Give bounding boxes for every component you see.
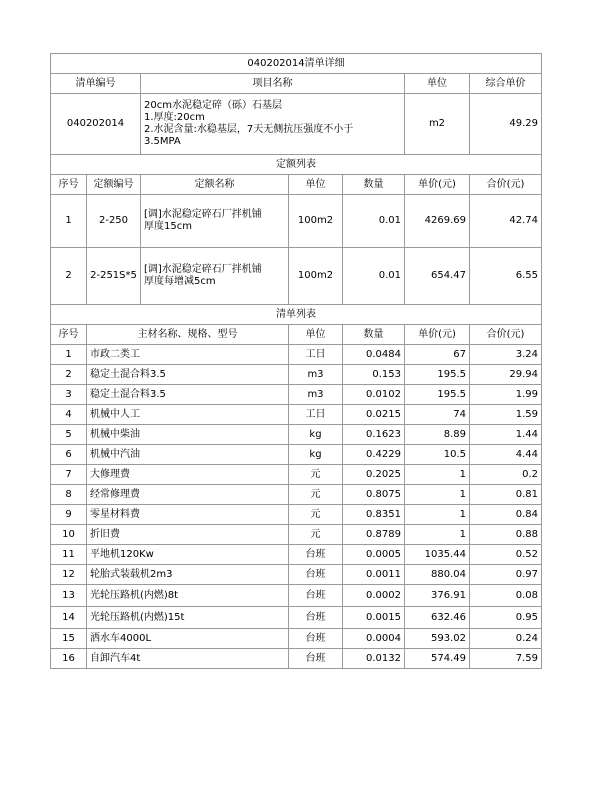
material-unit: 元 (289, 505, 343, 525)
material-qty-header: 数量 (343, 325, 405, 345)
quota-name-line: [调]水泥稳定碎石厂拌机铺 (144, 264, 262, 275)
material-name: 大修理费 (87, 465, 289, 485)
quota-no: 2 (51, 248, 87, 305)
quota-no: 1 (51, 195, 87, 248)
material-qty: 0.0015 (343, 607, 405, 629)
material-price: 593.02 (405, 629, 470, 649)
material-qty: 0.8075 (343, 485, 405, 505)
material-no: 12 (51, 565, 87, 585)
material-name: 市政二类工 (87, 345, 289, 365)
material-unit: kg (289, 425, 343, 445)
material-no: 1 (51, 345, 87, 365)
bill-name-line: 2.水泥含量:水稳基层，7天无侧抗压强度不小于 (144, 124, 354, 135)
material-unit: 台班 (289, 607, 343, 629)
material-qty: 0.0004 (343, 629, 405, 649)
bill-name (141, 94, 405, 155)
material-price: 67 (405, 345, 470, 365)
material-total: 0.88 (470, 525, 542, 545)
material-qty: 0.0132 (343, 649, 405, 669)
material-price: 10.5 (405, 445, 470, 465)
material-no: 7 (51, 465, 87, 485)
material-qty: 0.0102 (343, 385, 405, 405)
quota-row (51, 195, 542, 248)
material-name: 机械中汽油 (87, 445, 289, 465)
bill-unit-price: 49.29 (470, 94, 542, 155)
material-total: 0.84 (470, 505, 542, 525)
material-price: 1 (405, 505, 470, 525)
material-price: 1 (405, 485, 470, 505)
material-name: 机械中柴油 (87, 425, 289, 445)
material-total: 0.24 (470, 629, 542, 649)
material-row (51, 505, 542, 525)
material-rows (51, 345, 542, 669)
quota-unit-header: 单位 (289, 175, 343, 195)
material-unit: 台班 (289, 545, 343, 565)
material-qty: 0.1623 (343, 425, 405, 445)
quota-total: 42.74 (470, 195, 542, 248)
material-qty: 0.8351 (343, 505, 405, 525)
quota-section-title: 定额列表 (51, 155, 542, 175)
quota-name-header: 定额名称 (141, 175, 289, 195)
material-unit: 工日 (289, 345, 343, 365)
material-no: 4 (51, 405, 87, 425)
material-no: 6 (51, 445, 87, 465)
material-name: 经常修理费 (87, 485, 289, 505)
material-no: 13 (51, 585, 87, 607)
material-no: 11 (51, 545, 87, 565)
quota-name (141, 195, 289, 248)
quota-qty: 0.01 (343, 248, 405, 305)
material-no: 2 (51, 365, 87, 385)
material-total: 7.59 (470, 649, 542, 669)
material-price: 1 (405, 465, 470, 485)
material-total-header: 合价(元) (470, 325, 542, 345)
material-total: 0.95 (470, 607, 542, 629)
bill-unit-price-header: 综合单价 (470, 74, 542, 94)
material-unit: 台班 (289, 585, 343, 607)
bill-code-header: 清单编号 (51, 74, 141, 94)
material-price: 1035.44 (405, 545, 470, 565)
bill-name-line: 3.5MPA (144, 136, 181, 147)
quota-qty-header: 数量 (343, 175, 405, 195)
material-unit-header: 单位 (289, 325, 343, 345)
material-no: 14 (51, 607, 87, 629)
quota-name-line: 厚度15cm (144, 221, 192, 232)
material-section-title: 清单列表 (51, 305, 542, 325)
quota-name (141, 248, 289, 305)
material-unit: 台班 (289, 629, 343, 649)
quota-code-header: 定额编号 (87, 175, 141, 195)
material-name: 光轮压路机(内燃)15t (87, 607, 289, 629)
material-name: 稳定土混合料3.5 (87, 365, 289, 385)
material-unit: m3 (289, 365, 343, 385)
material-section-row (51, 305, 542, 325)
quota-price: 654.47 (405, 248, 470, 305)
material-name: 折旧费 (87, 525, 289, 545)
material-total: 1.44 (470, 425, 542, 445)
material-row (51, 525, 542, 545)
table-title: 040202014清单详细 (51, 54, 542, 74)
bill-name-line: 20cm水泥稳定碎（砾）石基层 (144, 100, 282, 111)
material-unit: 台班 (289, 565, 343, 585)
material-total: 0.97 (470, 565, 542, 585)
material-total: 29.94 (470, 365, 542, 385)
bill-unit: m2 (405, 94, 470, 155)
bill-code: 040202014 (51, 94, 141, 155)
material-no: 9 (51, 505, 87, 525)
material-price: 376.91 (405, 585, 470, 607)
material-qty: 0.0484 (343, 345, 405, 365)
quota-price-header: 单价(元) (405, 175, 470, 195)
material-price-header: 单价(元) (405, 325, 470, 345)
material-total: 3.24 (470, 345, 542, 365)
material-row (51, 365, 542, 385)
material-price: 1 (405, 525, 470, 545)
material-qty: 0.0002 (343, 585, 405, 607)
material-price: 195.5 (405, 385, 470, 405)
material-qty: 0.4229 (343, 445, 405, 465)
bill-unit-header: 单位 (405, 74, 470, 94)
material-qty: 0.2025 (343, 465, 405, 485)
material-name: 光轮压路机(内燃)8t (87, 585, 289, 607)
quota-total: 6.55 (470, 248, 542, 305)
material-unit: m3 (289, 385, 343, 405)
material-no: 8 (51, 485, 87, 505)
bill-row (51, 94, 542, 155)
material-row (51, 545, 542, 565)
bill-name-line: 1.厚度:20cm (144, 112, 205, 123)
material-no: 16 (51, 649, 87, 669)
quota-code: 2-251S*5 (87, 248, 141, 305)
material-row (51, 465, 542, 485)
material-row (51, 565, 542, 585)
material-price: 574.49 (405, 649, 470, 669)
title-row (51, 54, 542, 74)
material-qty: 0.8789 (343, 525, 405, 545)
material-no: 5 (51, 425, 87, 445)
material-total: 4.44 (470, 445, 542, 465)
bill-name-header: 项目名称 (141, 74, 405, 94)
quota-no-header: 序号 (51, 175, 87, 195)
material-no: 15 (51, 629, 87, 649)
quota-total-header: 合价(元) (470, 175, 542, 195)
material-row (51, 425, 542, 445)
material-no: 10 (51, 525, 87, 545)
material-row (51, 345, 542, 365)
quota-qty: 0.01 (343, 195, 405, 248)
material-qty: 0.0011 (343, 565, 405, 585)
material-name: 稳定土混合料3.5 (87, 385, 289, 405)
material-name: 自卸汽车4t (87, 649, 289, 669)
material-price: 8.89 (405, 425, 470, 445)
material-price: 632.46 (405, 607, 470, 629)
quota-code: 2-250 (87, 195, 141, 248)
material-qty: 0.0215 (343, 405, 405, 425)
material-unit: 元 (289, 525, 343, 545)
quota-header-row (51, 175, 542, 195)
material-name-header: 主材名称、规格、型号 (87, 325, 289, 345)
material-name: 机械中人工 (87, 405, 289, 425)
quota-name-line: [调]水泥稳定碎石厂拌机铺 (144, 209, 262, 220)
material-name: 轮胎式装载机2m3 (87, 565, 289, 585)
material-price: 880.04 (405, 565, 470, 585)
quota-row (51, 248, 542, 305)
material-qty: 0.153 (343, 365, 405, 385)
material-qty: 0.0005 (343, 545, 405, 565)
material-price: 74 (405, 405, 470, 425)
bill-detail-table (50, 53, 542, 669)
material-total: 1.59 (470, 405, 542, 425)
material-name: 洒水车4000L (87, 629, 289, 649)
material-header-row (51, 325, 542, 345)
material-total: 0.81 (470, 485, 542, 505)
material-row (51, 385, 542, 405)
material-price: 195.5 (405, 365, 470, 385)
material-no: 3 (51, 385, 87, 405)
material-total: 0.08 (470, 585, 542, 607)
material-row (51, 629, 542, 649)
quota-name-line: 厚度每增减5cm (144, 276, 216, 287)
bill-header-row (51, 74, 542, 94)
material-row (51, 649, 542, 669)
material-row (51, 445, 542, 465)
material-total: 1.99 (470, 385, 542, 405)
material-row (51, 607, 542, 629)
quota-unit: 100m2 (289, 248, 343, 305)
quota-price: 4269.69 (405, 195, 470, 248)
material-total: 0.2 (470, 465, 542, 485)
material-unit: 元 (289, 485, 343, 505)
material-total: 0.52 (470, 545, 542, 565)
material-no-header: 序号 (51, 325, 87, 345)
material-row (51, 585, 542, 607)
quota-section-row (51, 155, 542, 175)
material-unit: 台班 (289, 649, 343, 669)
quota-unit: 100m2 (289, 195, 343, 248)
material-name: 平地机120Kw (87, 545, 289, 565)
material-row (51, 485, 542, 505)
material-unit: 工日 (289, 405, 343, 425)
material-unit: kg (289, 445, 343, 465)
material-name: 零星材料费 (87, 505, 289, 525)
material-row (51, 405, 542, 425)
material-unit: 元 (289, 465, 343, 485)
